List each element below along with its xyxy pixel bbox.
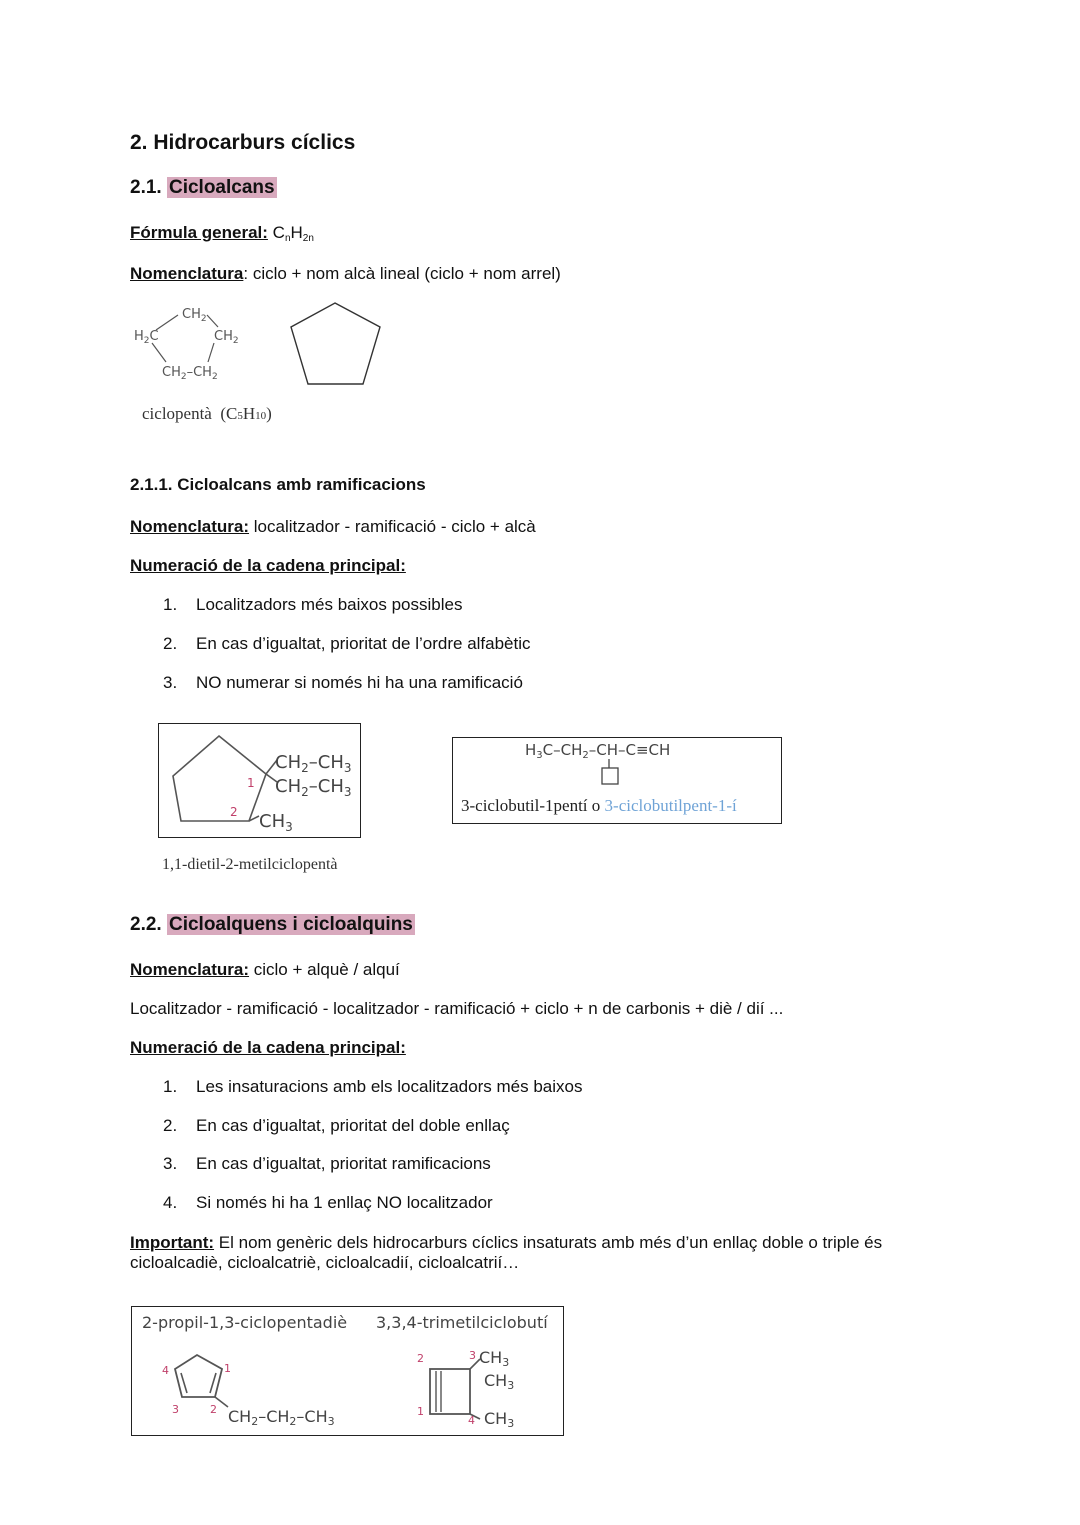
subsection-title-cicloalquens bbox=[130, 914, 415, 936]
pentagon-icon bbox=[288, 300, 384, 388]
svg-text:CH3: CH3 bbox=[484, 1371, 515, 1392]
rule-item: 4. Si només hi ha 1 enllaç NO localitzador bbox=[163, 1193, 493, 1212]
nomenclatura-cicloalquens bbox=[130, 960, 400, 980]
svg-text:3: 3 bbox=[469, 1349, 476, 1362]
example-name-2: 3,3,4-trimetilciclobutí bbox=[376, 1313, 548, 1332]
numeracio-heading: Numeració de la cadena principal: bbox=[130, 1038, 406, 1057]
formula-value: $C_nH_{2n}$ bbox=[272, 223, 314, 244]
substituted-cyclopentane-icon bbox=[159, 724, 360, 837]
rule-item: 2. En cas d’igualtat, prioritat de l’ordre alfabètic bbox=[163, 634, 531, 653]
example2-name: 3-ciclobutil-1pentí o 3-ciclobutilpent-1-í bbox=[461, 796, 737, 815]
formula-label: Fórmula general: bbox=[130, 223, 268, 242]
example1-caption: 1,1-dietil-2-metilciclopentà bbox=[162, 856, 338, 873]
important-label: Important: bbox=[130, 1233, 215, 1252]
example-ciclobutilpenti bbox=[452, 737, 782, 824]
nomenclatura-text: : ciclo + nom alcà lineal (ciclo + nom arrel) bbox=[243, 264, 561, 283]
rule-item: 2. En cas d’igualtat, prioritat del doble enllaç bbox=[163, 1116, 510, 1135]
ciclobutil-pentine-structure-icon bbox=[453, 738, 781, 790]
svg-text:H2C: $H_2C$ bbox=[134, 329, 159, 346]
numeracio-heading: Numeració de la cadena principal: bbox=[130, 556, 406, 575]
cyclopentane-condensed-figure bbox=[130, 300, 250, 385]
svg-text:CH2–CH2–CH3: CH2–CH2–CH3 bbox=[228, 1407, 335, 1428]
rule-item: 3. NO numerar si només hi ha una ramificació bbox=[163, 673, 523, 692]
svg-text:CH3: CH3 bbox=[484, 1409, 515, 1430]
svg-text:CH3: $CH_3$ bbox=[259, 811, 293, 834]
cicloalquens-structures-icon bbox=[132, 1307, 563, 1435]
svg-text:H3C–CH2–CH–C≡CH: $H_3C-CH_2-CH-C\equiv CH$ bbox=[525, 741, 671, 761]
rule-item: 1. Les insaturacions amb els localitzadors més baixos bbox=[163, 1077, 583, 1096]
svg-text:3: 3 bbox=[172, 1403, 179, 1416]
svg-text:CH2–CH3: $CH_2-CH_3$ bbox=[275, 752, 352, 775]
svg-text:2: 2 bbox=[230, 805, 238, 819]
nomenclatura-label: Nomenclatura: bbox=[130, 517, 250, 536]
nomenclatura-label: Nomenclatura bbox=[130, 264, 244, 283]
nomenclatura-text: localitzador - ramificació - ciclo + alcà bbox=[249, 517, 536, 536]
nomenclatura-text: ciclo + alquè / alquí bbox=[249, 960, 400, 979]
rule-item: 3. En cas d’igualtat, prioritat ramificacions bbox=[163, 1154, 491, 1173]
nomenclature-pattern: Localitzador - ramificació - localitzador - ramificació + ciclo + n de carbonis + diè / dií ... bbox=[130, 999, 784, 1018]
subsection-number: 2.2. bbox=[130, 914, 162, 935]
svg-text:2: 2 bbox=[210, 1403, 217, 1416]
subsection-number: 2.1. bbox=[130, 177, 162, 198]
rule-item: 1. Localitzadors més baixos possibles bbox=[163, 595, 463, 614]
general-formula bbox=[130, 223, 314, 249]
example-dietil-metilciclopenta bbox=[158, 723, 361, 838]
nomenclatura-label: Nomenclatura: bbox=[130, 960, 250, 979]
cyclopentane-skeletal-figure bbox=[288, 300, 384, 388]
highlighted-title: Cicloalcans bbox=[168, 177, 275, 198]
svg-text:4: 4 bbox=[468, 1414, 475, 1427]
example-name-1: 2-propil-1,3-ciclopentadiè bbox=[142, 1313, 348, 1332]
highlighted-title: Cicloalquens i cicloalquins bbox=[168, 914, 413, 935]
svg-text:CH2–CH3: $CH_2-CH_3$ bbox=[275, 776, 352, 799]
cyclopentane-bonds-icon bbox=[130, 300, 250, 385]
nomenclatura-ramificacions bbox=[130, 517, 536, 537]
svg-text:1: 1 bbox=[417, 1405, 424, 1418]
subsection-title-cicloalcans bbox=[130, 177, 277, 199]
section-title: 2. Hidrocarburs cíclics bbox=[130, 131, 356, 154]
svg-text:CH2: $CH_2$ bbox=[182, 307, 207, 324]
subsubsection-title-ramificacions: 2.1.1. Cicloalcans amb ramificacions bbox=[130, 475, 426, 494]
svg-text:1: 1 bbox=[247, 776, 255, 790]
svg-text:CH3: CH3 bbox=[479, 1348, 510, 1369]
nomenclatura-cicloalcans bbox=[130, 264, 561, 284]
svg-text:CH2–CH2: $CH_2-CH_2$ bbox=[162, 365, 218, 382]
svg-text:CH2: $CH_2$ bbox=[214, 329, 239, 346]
example-cicloalquens-box bbox=[131, 1306, 564, 1436]
important-note: Important: El nom genèric dels hidrocarburs cíclics insaturats amb més d’un enllaç doble o triple és cicloalcadiè, cicloalcatriè, cicloalcadií, cicloalcatrií… bbox=[130, 1233, 883, 1272]
cyclopentane-caption: ciclopentà (C5H10) bbox=[142, 404, 272, 423]
svg-text:2: 2 bbox=[417, 1352, 424, 1365]
svg-text:4: 4 bbox=[162, 1364, 169, 1377]
svg-text:1: 1 bbox=[224, 1362, 231, 1375]
